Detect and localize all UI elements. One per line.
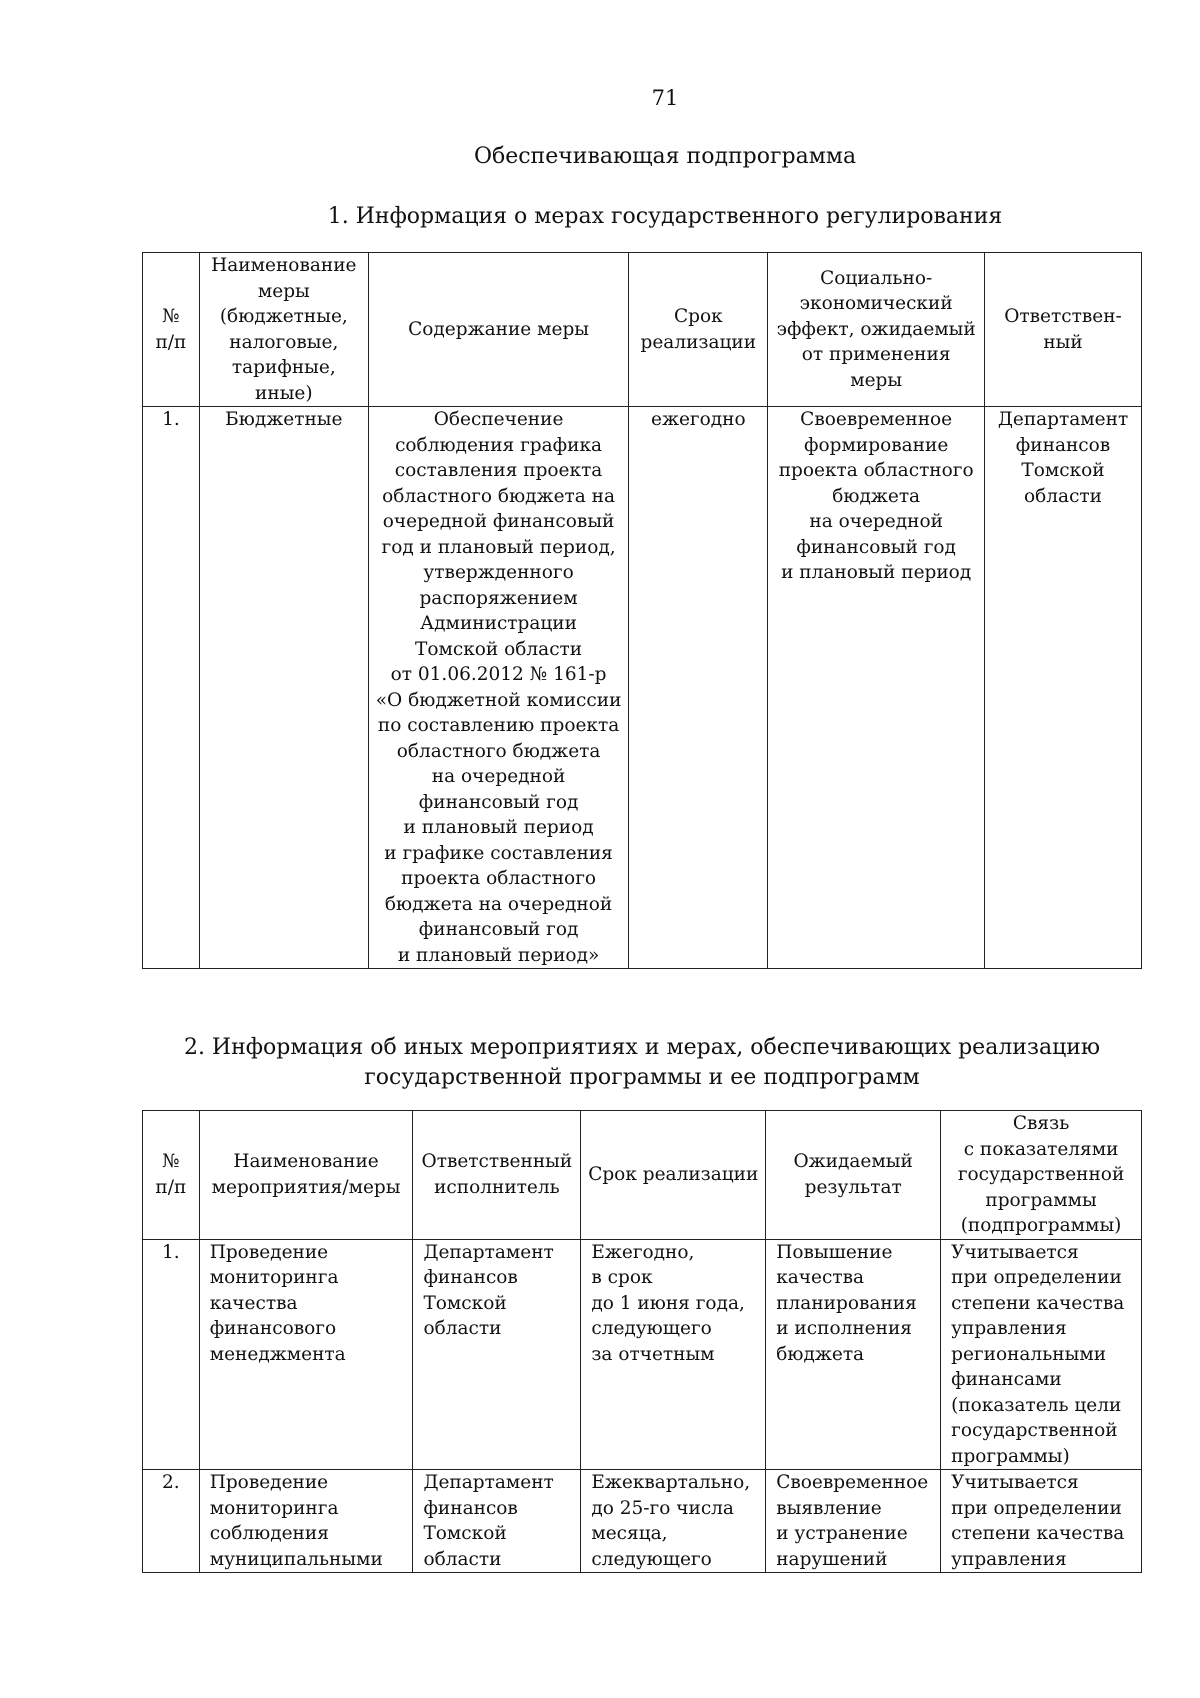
cell-measure-content: Обеспечение соблюдения графика составления проекта областного бюджета на очередной финансовый год и плановый период, утвержденного распоряжением Администрации Томской области от 01.06.2012 № 161-р «О бюджетной комиссии по составлению проекта областного бюджета на очередной финансовый год и плановый период и графике составления проекта областного бюджета на очередной финансовый год и плановый период» [368,407,629,969]
cell-term: Ежеквартально, до 25-го числа месяца, следующего [581,1470,766,1573]
cell-term: Ежегодно, в срок до 1 июня года, следующего за отчетным [581,1239,766,1470]
col-header-responsible: Ответствен- ный [985,253,1142,407]
col-header-measure-content: Содержание меры [368,253,629,407]
page-number: 71 [651,86,679,110]
col-header-measure-type: Наименование меры (бюджетные, налоговые, тарифные, иные) [199,253,368,407]
cell-measure-type: Бюджетные [199,407,368,969]
table-row [143,1470,1142,1573]
cell-effect: Своевременное формирование проекта областного бюджета на очередной финансовый год и плановый период [768,407,985,969]
other-measures-table [142,1110,1142,1573]
table-header-row [143,1111,1142,1240]
table-row [143,407,1142,969]
cell-responsible: Департамент финансов Томской области [985,407,1142,969]
cell-number: 1. [143,1239,200,1470]
cell-result: Своевременное выявление и устранение нарушений [766,1470,941,1573]
cell-term: ежегодно [629,407,768,969]
cell-executor: Департамент финансов Томской области [413,1239,581,1470]
cell-activity-name: Проведение мониторинга качества финансового менеджмента [199,1239,413,1470]
cell-indicator-link: Учитывается при определении степени качества управления региональными финансами (показатель цели государственной программы) [941,1239,1142,1470]
col-header-effect: Социально- экономический эффект, ожидаемый от применения меры [768,253,985,407]
col-header-number: № п/п [143,1111,200,1240]
col-header-executor: Ответственный исполнитель [413,1111,581,1240]
col-header-indicator-link: Связь с показателями государственной программы (подпрограммы) [941,1111,1142,1240]
col-header-term: Срок реализации [629,253,768,407]
cell-executor: Департамент финансов Томской области [413,1470,581,1573]
cell-result: Повышение качества планирования и исполнения бюджета [766,1239,941,1470]
cell-indicator-link: Учитывается при определении степени качества управления [941,1470,1142,1573]
cell-number: 2. [143,1470,200,1573]
section2-heading: 2. Информация об иных мероприятиях и мерах, обеспечивающих реализацию государственной программы и ее подпрограмм [183,1035,1101,1090]
col-header-result: Ожидаемый результат [766,1111,941,1240]
col-header-term: Срок реализации [581,1111,766,1240]
table-row [143,1239,1142,1470]
col-header-activity-name: Наименование мероприятия/меры [199,1111,413,1240]
regulation-measures-table [142,252,1142,969]
subprogram-title: Обеспечивающая подпрограмма [473,144,857,169]
cell-number: 1. [143,407,200,969]
section1-heading: 1. Информация о мерах государственного регулирования [327,204,1003,229]
cell-activity-name: Проведение мониторинга соблюдения муниципальными [199,1470,413,1573]
col-header-number: № п/п [143,253,200,407]
table-header-row [143,253,1142,407]
